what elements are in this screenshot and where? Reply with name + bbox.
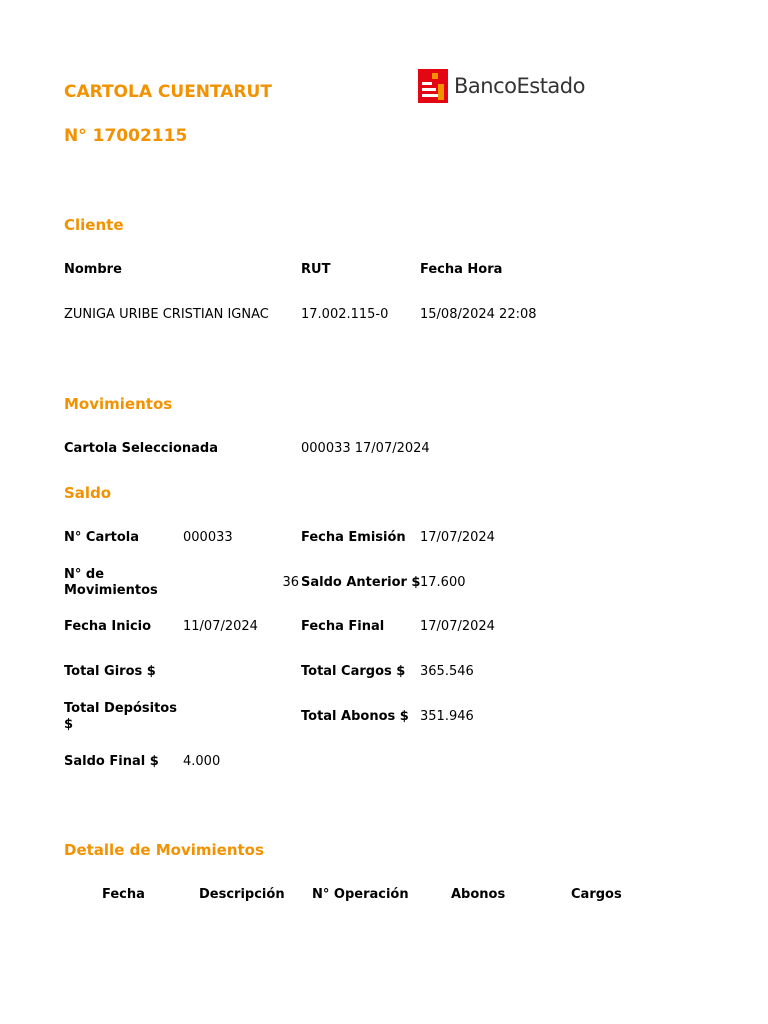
section-title-saldo: Saldo <box>64 484 112 502</box>
label-cartola-seleccionada: Cartola Seleccionada <box>64 441 218 456</box>
label-fecha-final: Fecha Final <box>301 619 385 634</box>
value-nombre: ZUNIGA URIBE CRISTIAN IGNAC <box>64 307 269 322</box>
bancoestado-logo-icon <box>416 68 450 104</box>
label-n-movimientos-line2: Movimientos <box>64 583 158 598</box>
value-cartola-seleccionada: 000033 17/07/2024 <box>301 441 430 456</box>
column-header-descripcion: Descripción <box>199 887 285 902</box>
value-rut: 17.002.115-0 <box>301 307 389 322</box>
value-fecha-inicio: 11/07/2024 <box>183 619 258 634</box>
label-fecha-inicio: Fecha Inicio <box>64 619 152 634</box>
value-saldo-anterior: 17.600 <box>420 575 466 590</box>
logo-text: BancoEstado <box>454 74 585 98</box>
value-n-movimientos: 36 <box>282 575 299 590</box>
document-title: CARTOLA CUENTARUT <box>64 82 272 102</box>
label-total-cargos: Total Cargos $ <box>301 664 406 679</box>
label-n-cartola: N° Cartola <box>64 530 140 545</box>
label-saldo-anterior: Saldo Anterior $ <box>301 575 421 590</box>
label-nombre: Nombre <box>64 262 122 277</box>
value-fecha-final: 17/07/2024 <box>420 619 495 634</box>
section-title-cliente: Cliente <box>64 216 124 234</box>
label-total-depositos-line2: $ <box>64 717 74 732</box>
label-rut: RUT <box>301 262 331 277</box>
column-header-n-operacion: N° Operación <box>312 887 409 902</box>
label-total-abonos: Total Abonos $ <box>301 709 409 724</box>
label-total-giros: Total Giros $ <box>64 664 156 679</box>
value-fecha-emision: 17/07/2024 <box>420 530 495 545</box>
column-header-abonos: Abonos <box>451 887 506 902</box>
column-header-fecha: Fecha <box>102 887 145 902</box>
value-saldo-final: 4.000 <box>183 754 221 769</box>
label-total-depositos-line1: Total Depósitos <box>64 701 177 716</box>
label-fecha-hora: Fecha Hora <box>420 262 503 277</box>
section-title-movimientos: Movimientos <box>64 395 173 413</box>
value-total-abonos: 351.946 <box>420 709 474 724</box>
label-fecha-emision: Fecha Emisión <box>301 530 406 545</box>
value-total-cargos: 365.546 <box>420 664 474 679</box>
value-fecha-hora: 15/08/2024 22:08 <box>420 307 537 322</box>
label-n-movimientos-line1: N° de <box>64 567 105 582</box>
account-number: N° 17002115 <box>64 126 188 146</box>
value-n-cartola: 000033 <box>183 530 233 545</box>
section-title-detalle: Detalle de Movimientos <box>64 841 264 859</box>
bancoestado-logo <box>416 68 588 104</box>
column-header-cargos: Cargos <box>571 887 622 902</box>
label-saldo-final: Saldo Final $ <box>64 754 159 769</box>
